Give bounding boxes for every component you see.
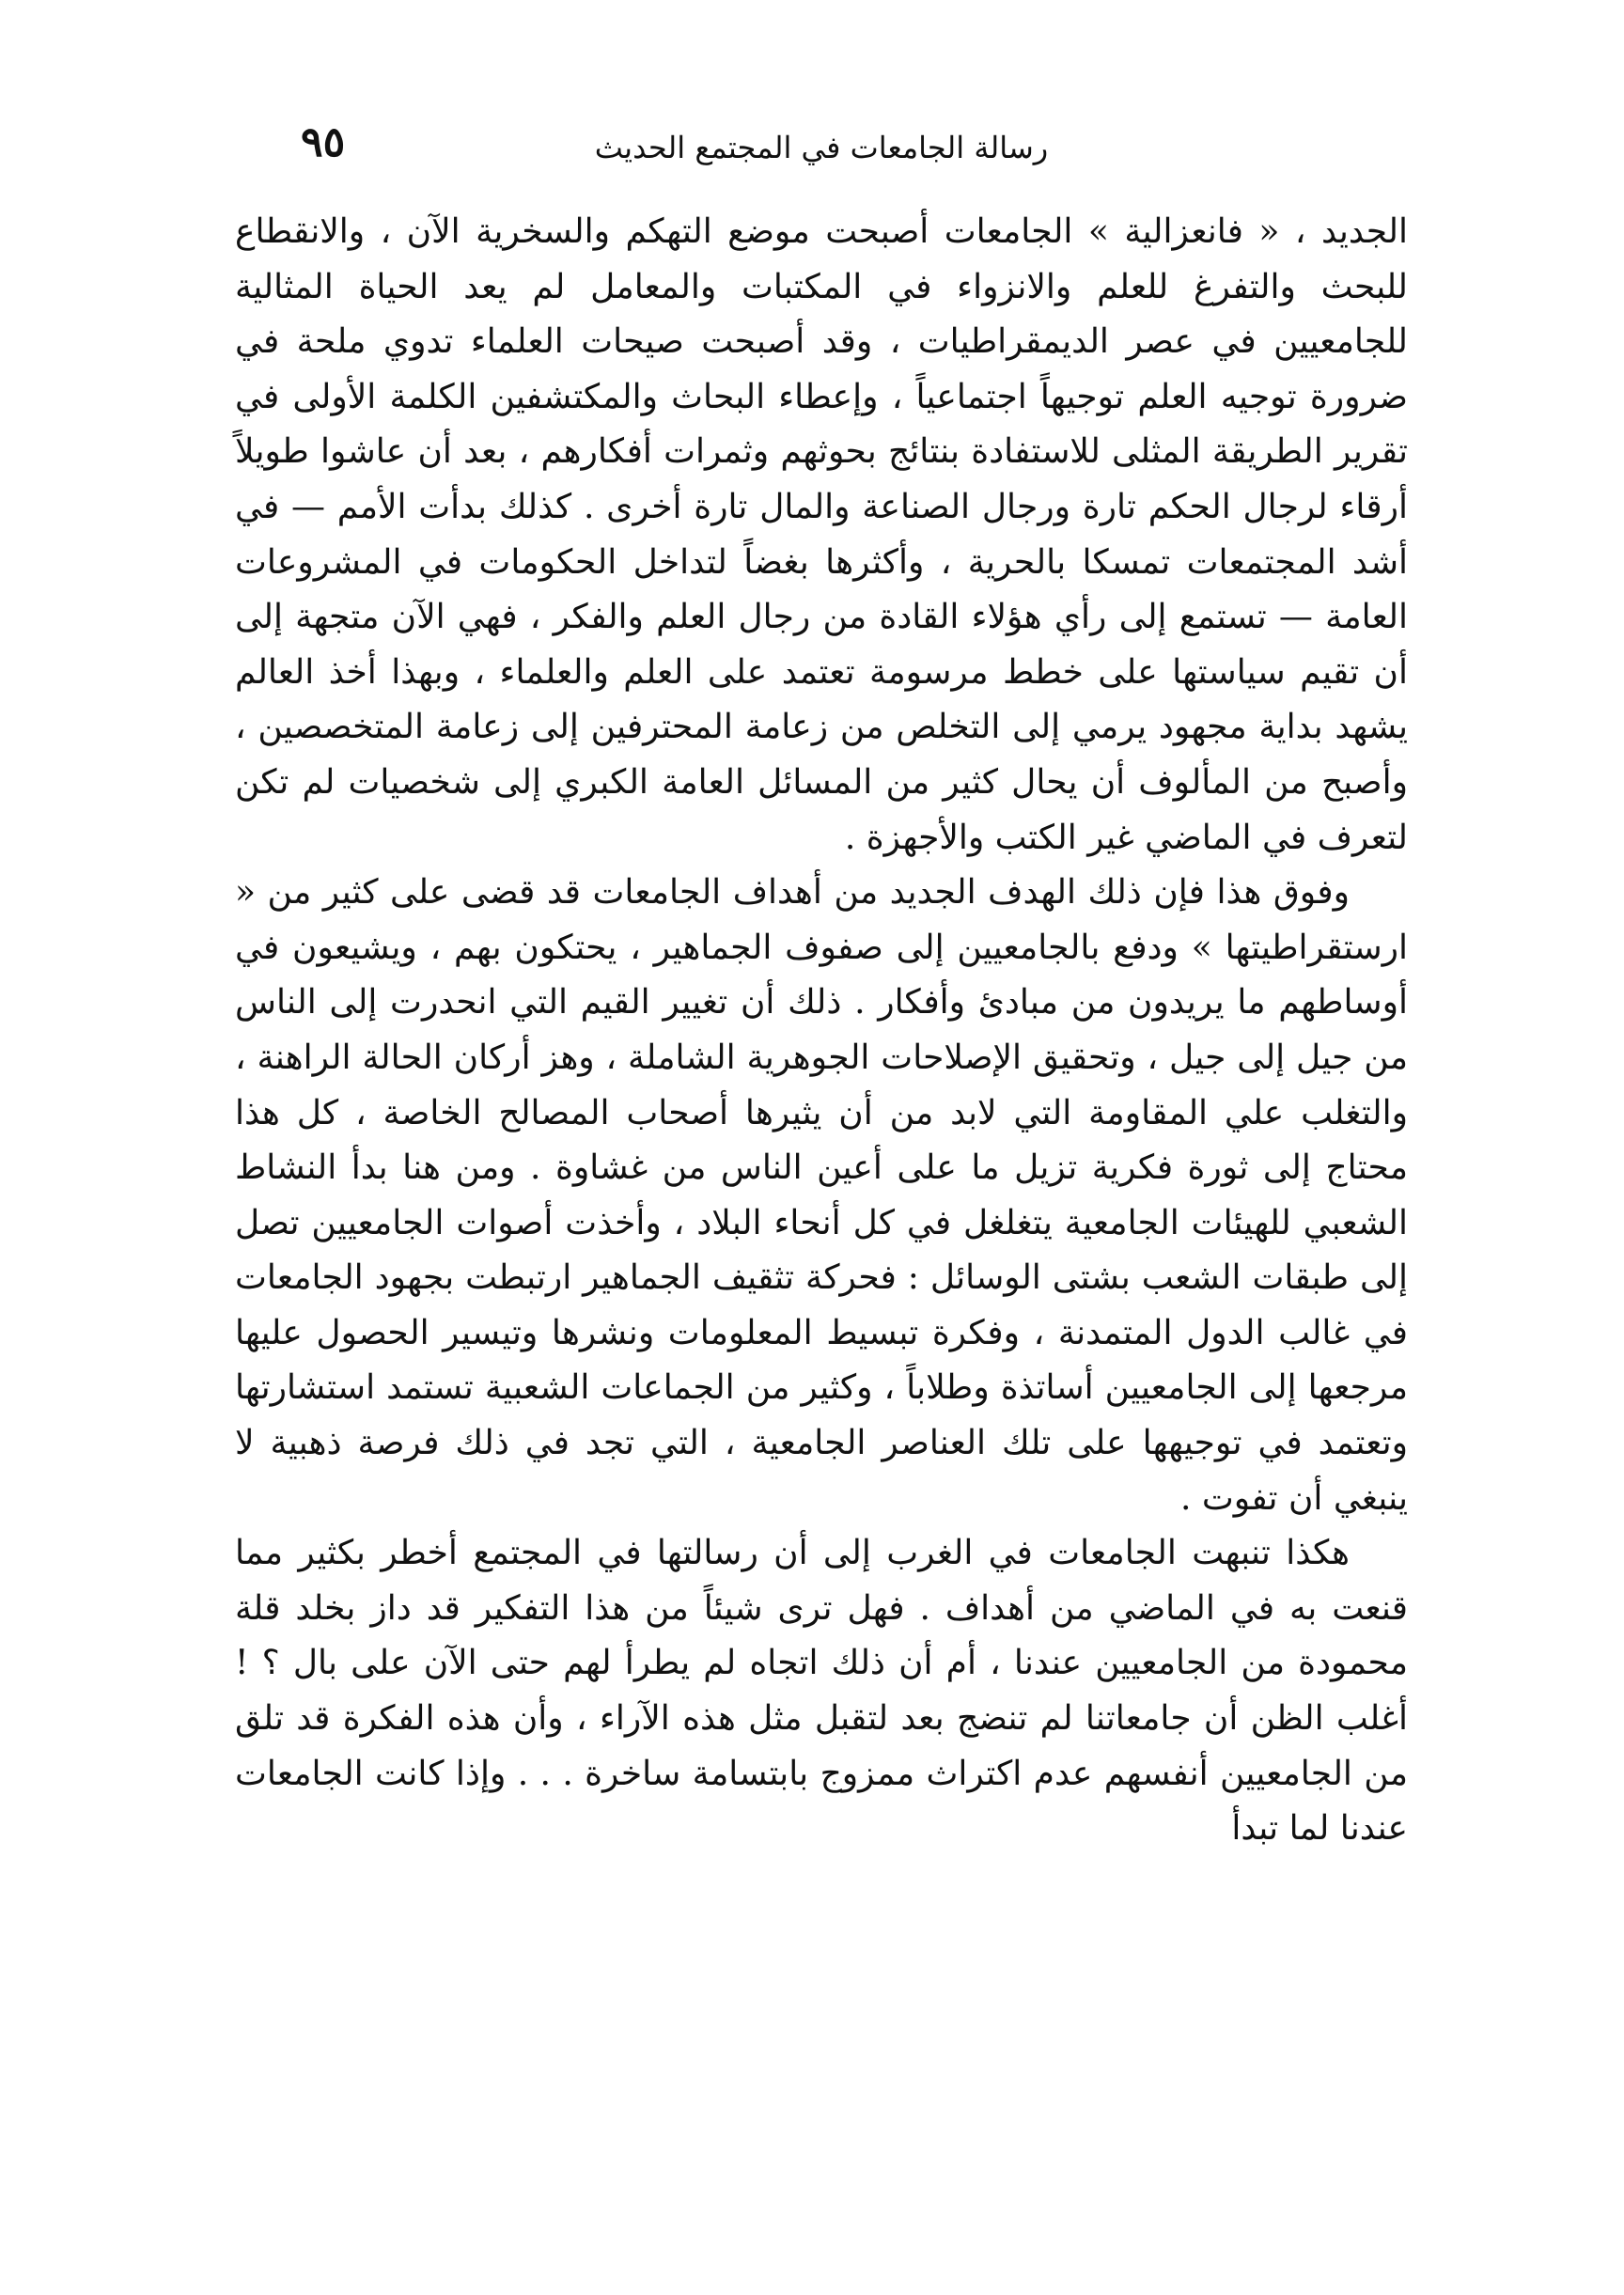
page-header (235, 113, 1408, 188)
running-title: رسالة الجامعات في المجتمع الحديث (594, 130, 1049, 165)
body-text (235, 205, 1408, 1857)
paragraph-1: الجديد ، « فانعزالية » الجامعات أصبحت موضع التهكم والسخرية الآن ، والانقطاع للبحث والتفرغ للعلم والانزواء في المكتبات والمعامل لم يعد الحياة المثالية للجامعيين في عصر الديمقراطيات ، وقد أصبحت صيحات العلماء تدوي ملحة في ضرورة توجيه العلم توجيهاً اجتماعياً ، وإعطاء البحاث والمكتشفين الكلمة الأولى في تقرير الطريقة المثلى للاستفادة بنتائج بحوثهم وثمرات أفكارهم ، بعد أن عاشوا طويلاً أرقاء لرجال الحكم تارة ورجال الصناعة والمال تارة أخرى . كذلك بدأت الأمم — في أشد المجتمعات تمسكا بالحرية ، وأكثرها بغضاً لتداخل الحكومات في المشروعات العامة — تستمع إلى رأي هؤلاء القادة من رجال العلم والفكر ، فهي الآن متجهة إلى أن تقيم سياستها على خطط مرسومة تعتمد على العلم والعلماء ، وبهذا أخذ العالم يشهد بداية مجهود يرمي إلى التخلص من زعامة المحترفين إلى زعامة المتخصصين ، وأصبح من المألوف أن يحال كثير من المسائل العامة الكبري إلى شخصيات لم تكن لتعرف في الماضي غير الكتب والأجهزة . (235, 212, 1408, 857)
paragraph-2: وفوق هذا فإن ذلك الهدف الجديد من أهداف الجامعات قد قضى على كثير من « ارستقراطيتها » ودفع بالجامعيين إلى صفوف الجماهير ، يحتكون بهم ، ويشيعون في أوساطهم ما يريدون من مبادئ وأفكار . ذلك أن تغيير القيم التي انحدرت إلى الناس من جيل إلى جيل ، وتحقيق الإصلاحات الجوهرية الشاملة ، وهز أركان الحالة الراهنة ، والتغلب علي المقاومة التي لابد من أن يثيرها أصحاب المصالح الخاصة ، كل هذا محتاج إلى ثورة فكرية تزيل ما على أعين الناس من غشاوة . ومن هنا بدأ النشاط الشعبي للهيئات الجامعية يتغلغل في كل أنحاء البلاد ، وأخذت أصوات الجامعيين تصل إلى طبقات الشعب بشتى الوسائل : فحركة تثقيف الجماهير ارتبطت بجهود الجامعات في غالب الدول المتمدنة ، وفكرة تبسيط المعلومات ونشرها وتيسير الحصول عليها مرجعها إلى الجامعيين أساتذة وطلاباً ، وكثير من الجماعات الشعبية تستمد استشارتها وتعتمد في توجيهها على تلك العناصر الجامعية ، التي تجد في ذلك فرصة ذهبية لا ينبغي أن تفوت . (235, 873, 1408, 1518)
paragraph-3: هكذا تنبهت الجامعات في الغرب إلى أن رسالتها في المجتمع أخطر بكثير مما قنعت به في الماضي من أهداف . فهل ترى شيئاً من هذا التفكير قد داز بخلد قلة محمودة من الجامعيين عندنا ، أم أن ذلك اتجاه لم يطرأ لهم حتى الآن على بال ؟ ! أغلب الظن أن جامعاتنا لم تنضج بعد لتقبل مثل هذه الآراء ، وأن هذه الفكرة قد تلق من الجامعيين أنفسهم عدم اكتراث ممزوج بابتسامة ساخرة . . . وإذا كانت الجامعات عندنا لما تبدأ (235, 1534, 1408, 1849)
page-number: ٩٥ (301, 118, 346, 166)
